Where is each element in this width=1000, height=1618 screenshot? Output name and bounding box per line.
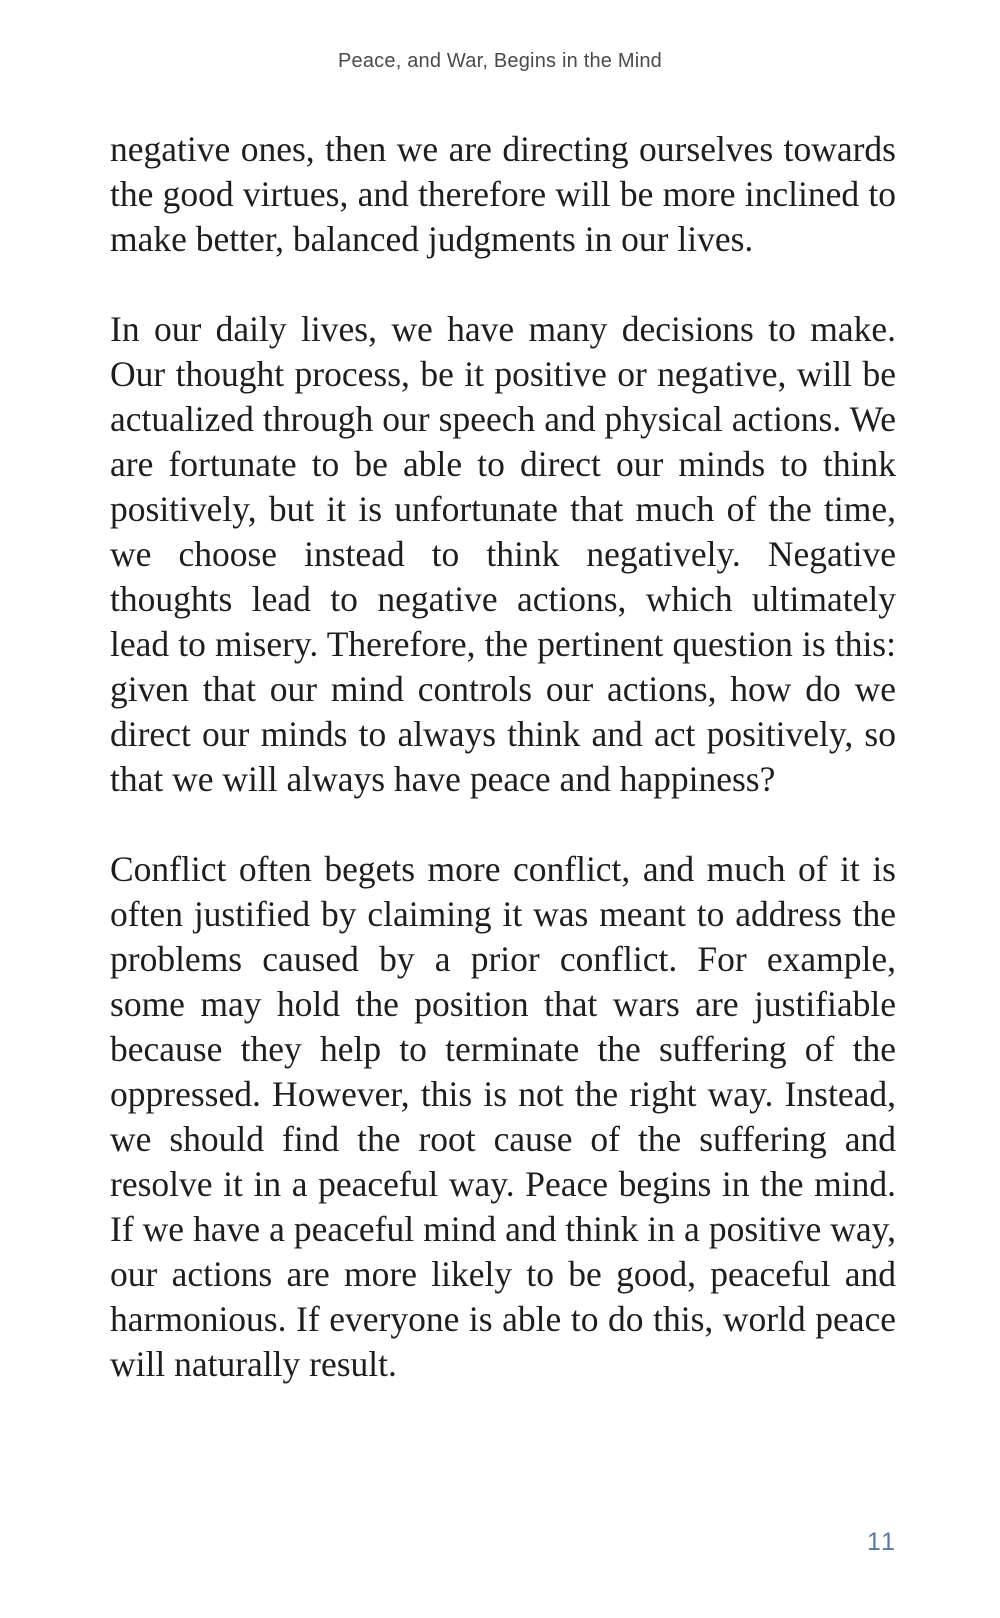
paragraph-3: Conflict often begets more conflict, and much of it is often justified by claiming it was meant to address the problems caused by a prior conflict. For example, some may hold the position that wars are justifiable because they help to terminate the suffering of the oppressed. However, this is not the right way. Instead, we should find the root cause of the suffering and resolve it in a peaceful way. Peace begins in the mind. If we have a peaceful mind and think in a positive way, our actions are more likely to be good, peaceful and harmonious. If everyone is able to do this, world peace will naturally result. [110, 849, 896, 1384]
paragraph-1: negative ones, then we are directing ourselves towards the good virtues, and therefore will be more inclined to make better, balanced judgments in our lives. [110, 129, 896, 259]
paragraph-2: In our daily lives, we have many decisions to make. Our thought process, be it positive or negative, will be actualized through our speech and physical actions. We are fortunate to be able to direct our minds to think positively, but it is unfortunate that much of the time, we choose instead to think negatively. Negative thoughts lead to negative actions, which ultimately lead to misery. Therefore, the pertinent question is this: given that our mind controls our actions, how do we direct our minds to always think and act positively, so that we will always have peace and happiness? [110, 309, 896, 799]
body-text [110, 127, 896, 1387]
page-number: 11 [867, 1528, 897, 1556]
running-header-title: Peace, and War, Begins in the Mind [337, 50, 663, 72]
